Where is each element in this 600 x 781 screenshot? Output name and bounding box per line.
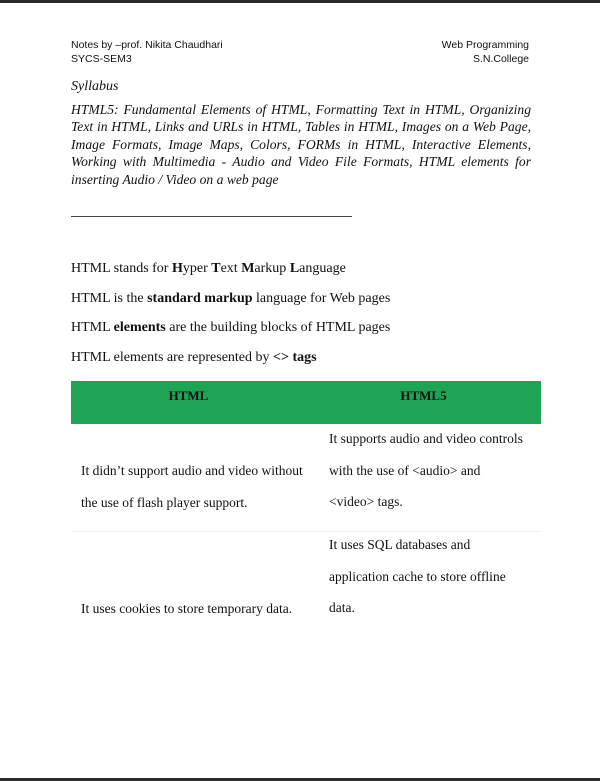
cell-line: data. [329,600,355,615]
bold-letter: H [171,261,183,276]
cell-line: with the use of <audio> and [329,462,481,478]
table-cell-row2-html [81,593,321,625]
table-header-row [71,381,541,424]
text-span: HTML is the [71,291,148,306]
class-line: SYCS-SEM3 [71,53,132,65]
cell-line: It uses SQL databases and [329,537,471,552]
text-span: HTML [71,320,114,335]
text-span: yper [182,261,212,276]
college-line: S.N.College [472,53,529,65]
bold-phrase: <> tags [273,350,317,365]
text-span: HTML elements are represented by [71,350,274,365]
subject-line: Web Programming [441,39,529,51]
table-cell-row1-html5 [329,423,544,518]
table-cell-row2-html5 [329,529,544,624]
text-span: ext [220,261,242,276]
bold-letter: L [289,261,300,276]
cell-line: It didn’t support audio and video without [81,463,303,478]
bold-phrase: standard markup [147,291,253,306]
syllabus-title: Syllabus [71,79,119,94]
bold-letter: M [241,261,255,276]
intro-paragraph-2 [71,291,390,307]
text-span: are the building blocks of HTML pages [165,320,391,335]
text-span: anguage [299,261,346,276]
cell-line: the use of flash player support. [81,494,248,510]
author-line: Notes by –prof. Nikita Chaudhari [71,39,223,51]
bold-phrase: elements [113,320,166,335]
header-left [71,38,223,66]
text-span: language for Web pages [252,291,391,306]
cell-line: It uses cookies to store temporary data. [81,601,293,616]
text-span: HTML stands for [71,261,172,276]
intro-paragraph-3 [71,320,390,336]
page-top-border [0,0,600,3]
table-cell-row1-html [81,455,321,518]
syllabus-body: HTML5: Fundamental Elements of HTML, Formatting Text in HTML, Organizing Text in HTML, Links and URLs in HTML, Tables in HTML, Images on a Web Page, Image Formats, Image Maps, Colors, FORMs in HTML, Interactive Elements, Working with Multimedia - Audio and Video File Formats, HTML elements for inserting Audio / Video on a web page [71,102,531,187]
cell-line: It supports audio and video controls [329,431,523,446]
table-header-html: HTML [168,388,209,403]
bold-letter: T [211,261,221,276]
divider-line [71,216,352,217]
cell-line: application cache to store offline [329,568,506,584]
header-right [442,38,529,66]
text-span: arkup [254,261,290,276]
table-header-html5: HTML5 [400,388,447,403]
intro-paragraph-4 [71,350,317,366]
cell-line: <video> tags. [329,494,403,509]
intro-paragraph-1 [71,261,346,277]
